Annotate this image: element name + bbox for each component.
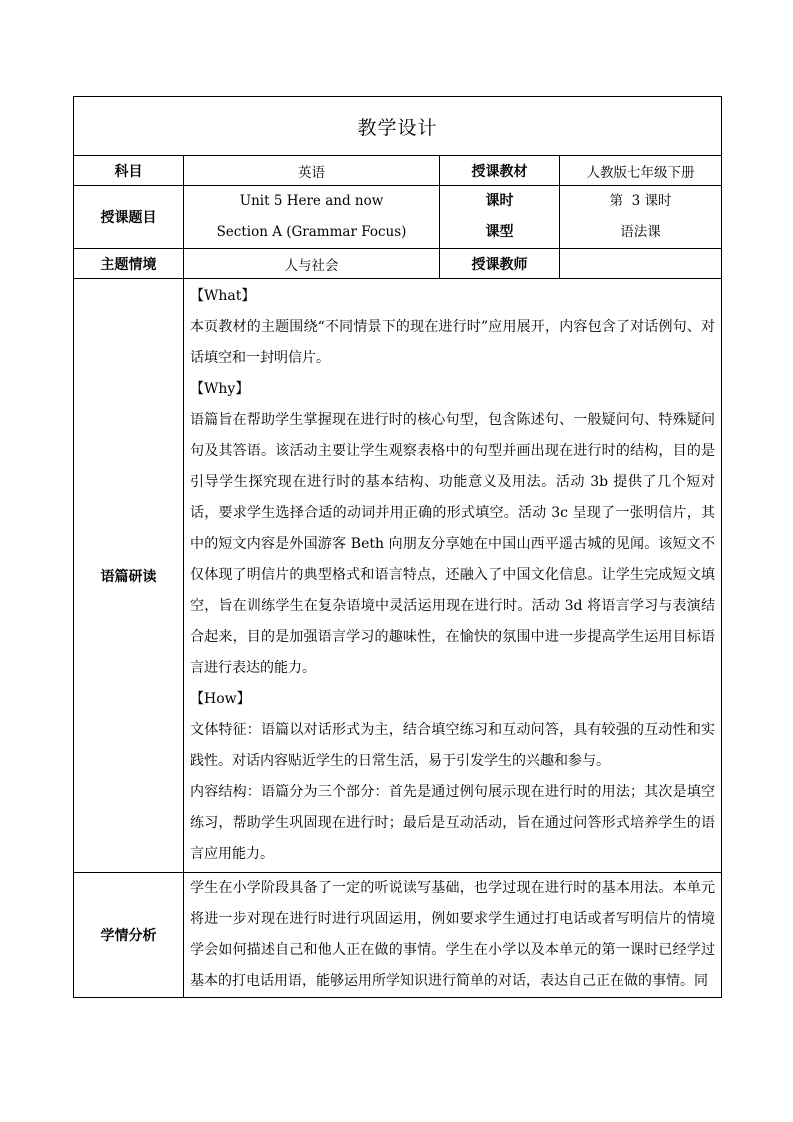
topic-value	[184, 186, 440, 249]
type-value: 语法课	[620, 224, 661, 240]
period-label: 课时	[485, 193, 514, 209]
type-label: 课型	[485, 224, 514, 240]
analysis-text: 学生在小学阶段具备了一定的听说读写基础，也学过现在进行时的基本用法。本单元将进一步对现在进行时进行巩固运用，例如要求学生通过打电话或者写明信片的情境学会如何描述自己和他人正在做的事情。学生在小学以及本单元的第一课时已经学过基本的打电话用语，能够运用所学知识进行简单的对话，表达自己正在做的事情。同	[184, 873, 722, 998]
reading-content	[184, 279, 722, 873]
teacher-label: 授课教师	[440, 249, 560, 279]
textbook-value: 人教版七年级下册	[560, 156, 722, 186]
document-title: 教学设计	[74, 97, 722, 156]
period-type-labels	[440, 186, 560, 249]
topic-label: 授课题目	[74, 186, 184, 249]
reading-label: 语篇研读	[74, 279, 184, 873]
lesson-design-table	[73, 96, 722, 998]
teacher-value	[560, 249, 722, 279]
what-text: 本页教材的主题围绕“不同情景下的现在进行时”应用展开，内容包含了对话例句、对话填空和一封明信片。	[190, 319, 716, 366]
period-value: 第 3 课时	[609, 193, 672, 209]
how-heading: 【How】	[190, 691, 251, 707]
context-value: 人与社会	[184, 249, 440, 279]
topic-section: Section A (Grammar Focus)	[216, 224, 407, 240]
how-text-structure: 内容结构：语篇分为三个部分：首先是通过例句展示现在进行时的用法；其次是填空练习，帮助学生巩固现在进行时；最后是互动活动，旨在通过问答形式培养学生的语言应用能力。	[190, 784, 716, 862]
why-heading: 【Why】	[190, 381, 250, 397]
analysis-label: 学情分析	[74, 873, 184, 998]
why-text: 语篇旨在帮助学生掌握现在进行时的核心句型，包含陈述句、一般疑问句、特殊疑问句及其答语。该活动主要让学生观察表格中的句型并画出现在进行时的结构，目的是引导学生探究现在进行时的基本结构、功能意义及用法。活动 3b 提供了几个短对话，要求学生选择合适的动词并用正确的形式填空。活动 3c 呈现了一张明信片，其中的短文内容是外国游客 Beth 向朋友分享她在中国山西平遥古城的见闻。该短文不仅体现了明信片的典型格式和语言特点，还融入了中国文化信息。让学生完成短文填空，旨在训练学生在复杂语境中灵活运用现在进行时。活动 3d 将语言学习与表演结合起来，目的是加强语言学习的趣味性，在愉快的氛围中进一步提高学生运用目标语言进行表达的能力。	[190, 412, 716, 676]
period-type-values	[560, 186, 722, 249]
context-label: 主题情境	[74, 249, 184, 279]
how-text-style: 文体特征：语篇以对话形式为主，结合填空练习和互动问答，具有较强的互动性和实践性。对话内容贴近学生的日常生活，易于引发学生的兴趣和参与。	[190, 722, 716, 769]
topic-unit: Unit 5 Here and now	[239, 193, 384, 209]
what-heading: 【What】	[190, 288, 256, 304]
textbook-label: 授课教材	[440, 156, 560, 186]
subject-value: 英语	[184, 156, 440, 186]
subject-label: 科目	[74, 156, 184, 186]
